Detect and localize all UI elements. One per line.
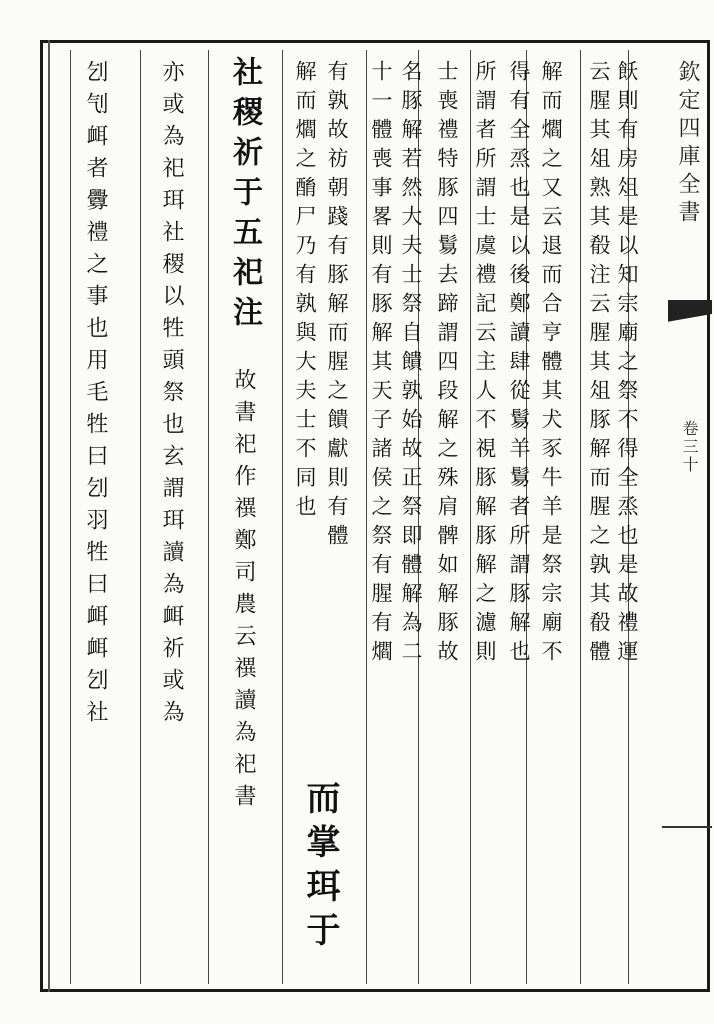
text-column: 亦或為祀珥社稷以牲頭祭也玄謂珥讀為衈祈或為: [159, 60, 184, 732]
fishtail-mark: [668, 300, 712, 340]
text-column: 解而爓之又云退而合亨體其犬豕牛羊是祭宗廟不: [539, 60, 563, 669]
text-column: 云腥其俎熟其殽注云腥其俎豚解而腥之孰其殽體: [587, 60, 611, 669]
juan-label: 卷三十: [680, 420, 699, 474]
text-column: 解而爓之酳尸乃有孰與大夫士不同也: [293, 60, 317, 524]
text-column: 社稷祈于五祀注: [227, 56, 262, 336]
text-column: 有孰故祊朝踐有豚解而腥之饋獻則有體: [325, 60, 349, 553]
column-rule: [208, 50, 209, 984]
text-column: 得有全烝也是以後鄭讀肆從鬄羊鬄者所謂豚解也: [507, 60, 531, 669]
column-rule: [70, 50, 71, 984]
text-column: 飫則有房俎是以知宗廟之祭不得全烝也是故禮運: [615, 60, 639, 669]
text-column: 所謂者所謂士虞禮記云主人不視豚解豚解之濾則: [473, 60, 497, 669]
text-column: 刉刏衈者釁禮之事也用毛牲曰刉羽牲曰衈衈刉社: [83, 60, 108, 732]
text-column: 故書祀作禩鄭司農云禩讀為祀書: [231, 368, 256, 816]
binding-edge: [48, 40, 56, 992]
book-title: 欽定四庫全書: [675, 60, 700, 228]
margin-notch: [662, 826, 712, 828]
text-column: 士喪禮特豚四鬄去蹄謂四段解之殊肩髀如解豚故: [435, 60, 459, 669]
text-column: 十一體喪事畧則有豚解其天子諸侯之祭有腥有爓: [369, 60, 393, 669]
column-rule: [140, 50, 141, 984]
column-rule: [282, 50, 283, 984]
text-column: 而掌珥于: [300, 780, 340, 956]
column-rule: [580, 50, 581, 984]
text-column: 名豚解若然大夫士祭自饋孰始故正祭即體解為二: [399, 60, 423, 669]
